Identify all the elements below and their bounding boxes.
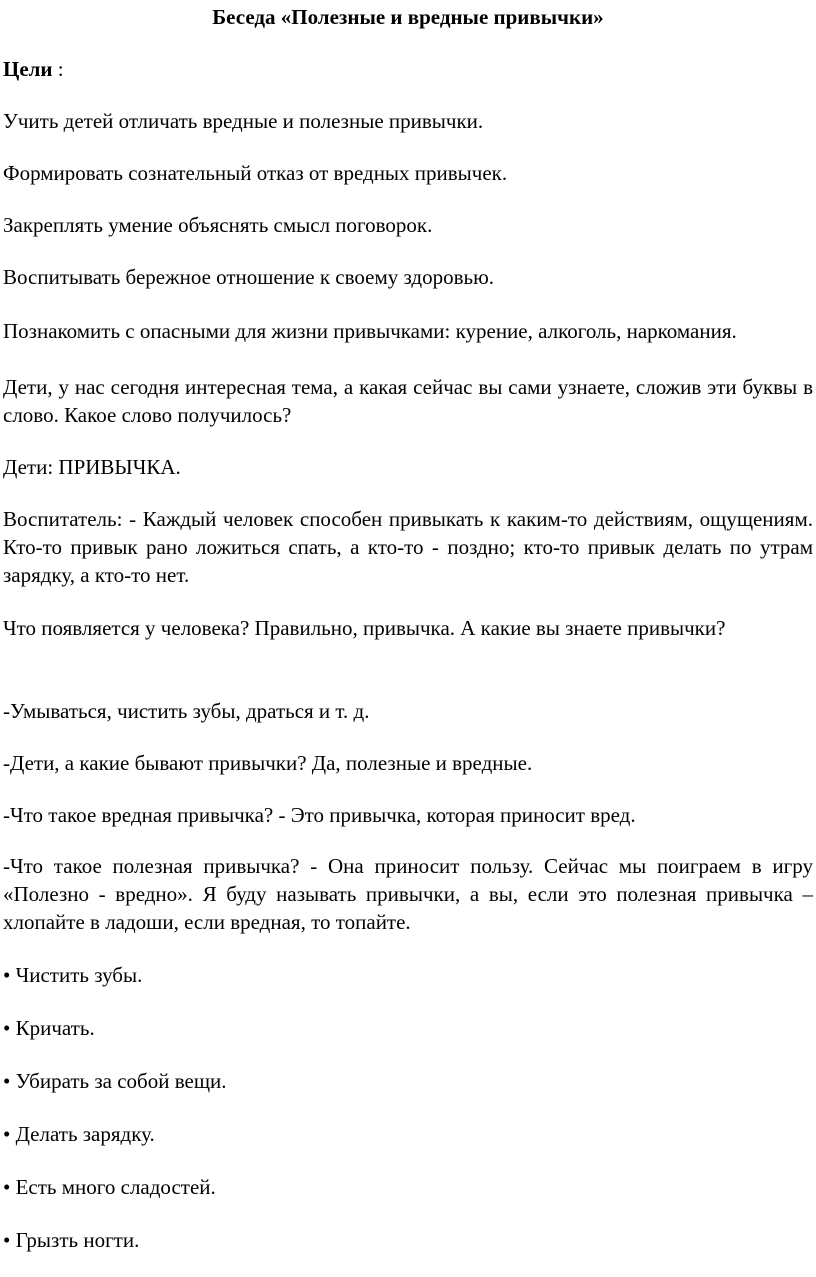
goals-label: Цели bbox=[3, 57, 53, 81]
bullet-item: • Кричать. bbox=[3, 1016, 95, 1040]
goal-paragraph-3: Закреплять умение объяснять смысл поговорок. bbox=[3, 213, 433, 237]
goals-heading bbox=[3, 55, 813, 83]
dialogue-line-3: -Что такое вредная привычка? - Это привычка, которая приносит вред. bbox=[3, 803, 636, 827]
page-title: Беседа «Полезные и вредные привычки» bbox=[212, 5, 604, 29]
goals-colon: : bbox=[52, 57, 64, 81]
intro-paragraph: Дети, у нас сегодня интересная тема, а какая сейчас вы сами узнаете, сложив эти буквы в слово. Какое слово получилось? bbox=[3, 375, 813, 427]
question-paragraph: Что появляется у человека? Правильно, привычка. А какие вы знаете привычки? bbox=[3, 616, 726, 640]
goal-paragraph-1: Учить детей отличать вредные и полезные привычки. bbox=[3, 109, 484, 133]
children-answer: Дети: ПРИВЫЧКА. bbox=[3, 455, 181, 479]
game-paragraph: -Что такое полезная привычка? - Она приносит пользу. Сейчас мы поиграем в игру «Полезно - вредно». Я буду называть привычки, а вы, если это полезная привычка – хлопайте в ладоши, если вредная, то топайте. bbox=[3, 854, 813, 934]
teacher-paragraph: Воспитатель: - Каждый человек способен привыкать к каким-то действиям, ощущениям. Кто-то привык рано ложиться спать, а кто-то - поздно; кто-то привык делать по утрам зарядку, а кто-то нет. bbox=[3, 507, 813, 587]
goal-paragraph-2: Формировать сознательный отказ от вредных привычек. bbox=[3, 161, 508, 185]
dialogue-line-2: -Дети, а какие бывают привычки? Да, полезные и вредные. bbox=[3, 751, 533, 775]
bullet-item: • Есть много сладостей. bbox=[3, 1175, 216, 1199]
goal-paragraph-5: Познакомить с опасными для жизни привычками: курение, алкоголь, наркомания. bbox=[3, 319, 737, 343]
bullet-item: • Убирать за собой вещи. bbox=[3, 1069, 227, 1093]
bullet-item: • Грызть ногти. bbox=[3, 1228, 140, 1252]
dialogue-line-1: -Умываться, чистить зубы, драться и т. д. bbox=[3, 699, 370, 723]
goal-paragraph-4: Воспитывать бережное отношение к своему здоровью. bbox=[3, 265, 495, 289]
bullet-item: • Чистить зубы. bbox=[3, 963, 143, 987]
bullet-item: • Делать зарядку. bbox=[3, 1122, 155, 1146]
